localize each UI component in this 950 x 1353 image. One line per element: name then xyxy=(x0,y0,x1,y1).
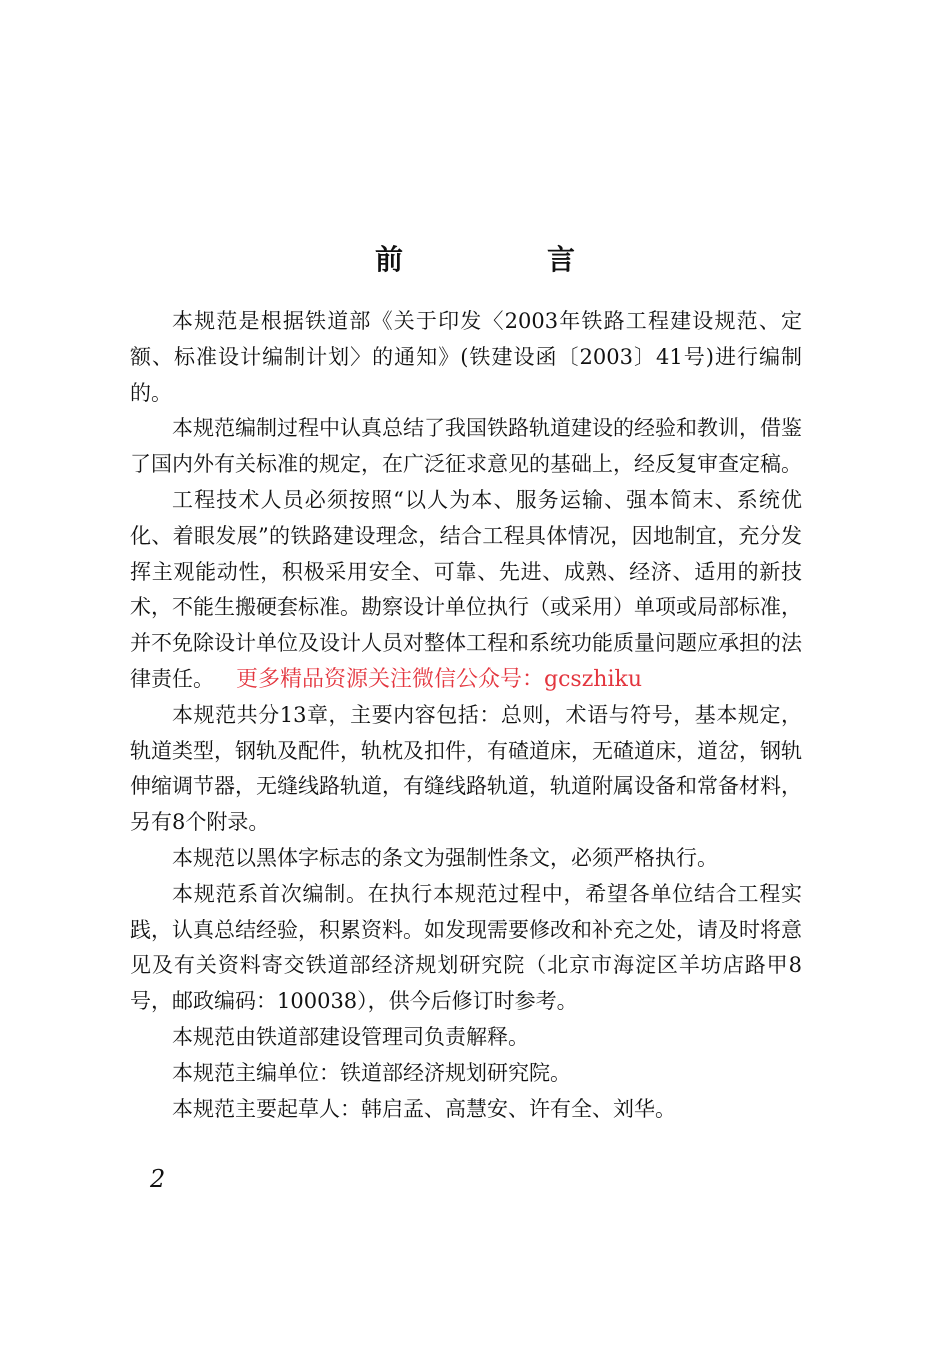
paragraph: 本规范共分13章，主要内容包括：总则，术语与符号，基本规定，轨道类型，钢轨及配件，轨枕及扣件，有碴道床，无碴道床，道岔，钢轨伸缩调节器，无缝线路轨道，有缝线路轨道，轨道附属设备和常备材料，另有8个附录。 xyxy=(130,702,802,835)
paragraph: 本规范主编单位：铁道部经济规划研究院。 xyxy=(172,1060,571,1085)
preface-body xyxy=(130,304,802,1127)
paragraph: 本规范主要起草人：韩启孟、高慧安、许有全、刘华。 xyxy=(172,1096,676,1121)
paragraph: 本规范由铁道部建设管理司负责解释。 xyxy=(172,1024,529,1049)
page-title: 前 言 xyxy=(374,243,633,276)
page-number: 2 xyxy=(150,1165,166,1193)
paragraph: 本规范以黑体字标志的条文为强制性条文，必须严格执行。 xyxy=(172,845,718,870)
paragraph: 本规范编制过程中认真总结了我国铁路轨道建设的经验和教训，借鉴了国内外有关标准的规定，在广泛征求意见的基础上，经反复审查定稿。 xyxy=(130,416,802,477)
watermark: 更多精品资源关注微信公众号：gcszhiku xyxy=(236,667,642,692)
paragraph: 本规范是根据铁道部《关于印发〈2003年铁路工程建设规范、定额、标准设计编制计划〉的通知》(铁建设函〔2003〕41号)进行编制的。 xyxy=(130,309,802,405)
paragraph: 本规范系首次编制。在执行本规范过程中，希望各单位结合工程实践，认真总结经验，积累资料。如发现需要修改和补充之处，请及时将意见及有关资料寄交铁道部经济规划研究院（北京市海淀区羊坊店路甲8号，邮政编码：100038），供今后修订时参考。 xyxy=(130,881,802,1014)
paragraph: 工程技术人员必须按照“以人为本、服务运输、强本简末、系统优化、着眼发展”的铁路建设理念，结合工程具体情况，因地制宜，充分发挥主观能动性，积极采用安全、可靠、先进、成熟、经济、适用的新技术，不能生搬硬套标准。勘察设计单位执行（或采用）单项或局部标准，并不免除设计单位及设计人员对整体工程和系统功能质量问题应承担的法律责任。 xyxy=(130,487,802,691)
